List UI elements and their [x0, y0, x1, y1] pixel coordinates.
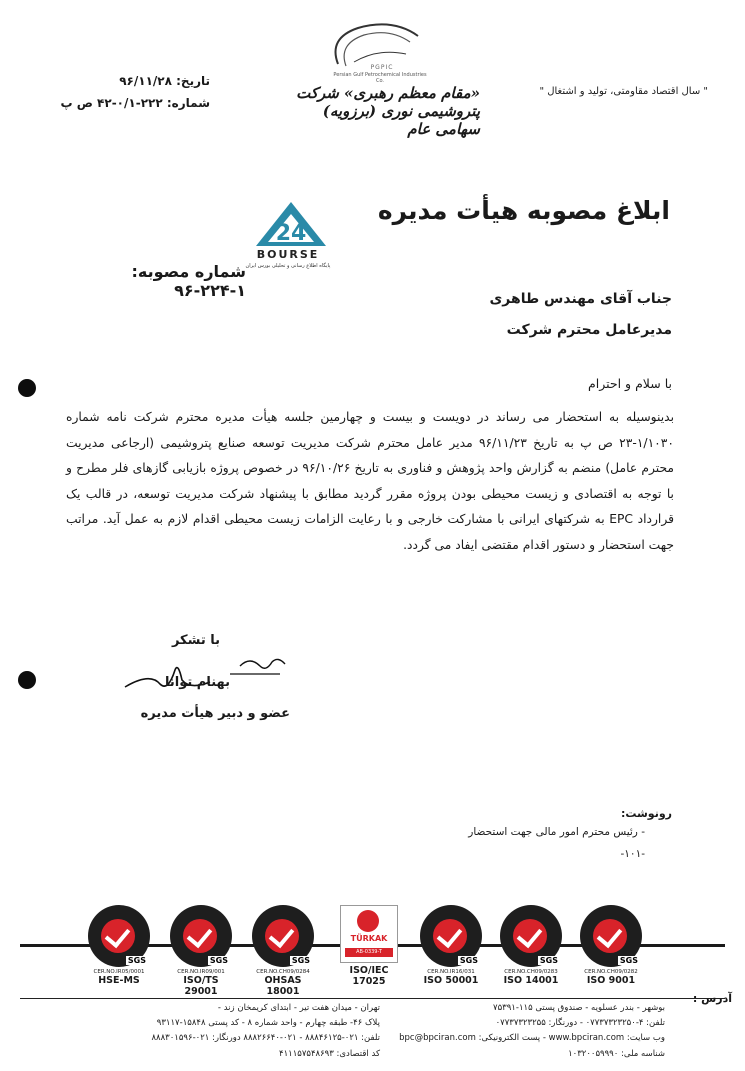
certificate-iso-14001: SGS CER.NO.CH09/0283 ISO 14001 — [498, 905, 564, 986]
recipient-name: جناب آقای مهندس طاهری — [489, 291, 672, 307]
letter-number: شماره: ۲۲۲-۰/۱-۴۲ ص پ — [60, 96, 210, 110]
bourse-watermark-subtitle: پایگاه اطلاع رسانی و تحلیلی بورس ایران — [245, 263, 331, 269]
certificate-seal-icon: SGS — [170, 905, 232, 967]
cc-heading: رونوشت: — [620, 807, 672, 820]
footer-economic-code: کد اقتصادی: ۴۱۱۱۵۷۵۴۸۶۹۳ — [279, 1049, 380, 1059]
certificate-seal-icon: SGS — [420, 905, 482, 967]
header-company-script: «مقام معظم رهبری» شرکت پتروشیمی نوری (برزویه) سهامی عام — [296, 84, 480, 138]
footer-tehran-plaque: پلاک ۴۶- طبقه چهارم - واحد شماره ۸ - کد پستی ۱۵۸۴۸-۹۳۱۱۷ — [156, 1018, 380, 1028]
footer-south-phone: تلفن: ۴-۰۷۷۳۷۳۲۳۲۵۰ - دورنگار: ۰۷۷۳۷۳۲۳۲۵۵ — [495, 1018, 665, 1028]
footer-south-address: بوشهر - بندر عسلویه - صندوق پستی ۱۱۵-۷۵۳۹۱ — [493, 1003, 665, 1013]
certificate-seal-icon: SGS — [88, 905, 150, 967]
footer-divider — [20, 998, 725, 999]
header-slogan: " سال اقتصاد مقاومتی، تولید و اشتغال " — [539, 86, 708, 97]
certificate-seal-icon: SGS — [500, 905, 562, 967]
certificate-iso-iec-17025: TÜRKAK AB-0339-T ISO/IEC 17025 — [336, 905, 402, 987]
cc-item: - رئیس محترم امور مالی جهت استحضار — [468, 826, 645, 838]
closing: با تشکر — [171, 633, 220, 648]
footer-web-email: وب سایت: www.bpciran.com - پست الکترونیکی: bpc@bpciran.com — [399, 1033, 665, 1043]
letter-date: تاریخ: ۹۶/۱۱/۲۸ — [119, 74, 210, 88]
turkak-seal-icon: TÜRKAK AB-0339-T — [340, 905, 398, 963]
certificate-hse-ms: SGS CER.NO.IR05/0001 HSE-MS — [86, 905, 152, 986]
footer-national-id: شناسه ملی: ۱۰۳۲۰۰۵۹۹۹۰ — [568, 1049, 665, 1059]
company-name-en: Persian Gulf Petrochemical Industries Co. — [333, 72, 427, 84]
certificate-iso-50001: SGS CER.NO.IR16/031 ISO 50001 — [418, 905, 484, 986]
punch-hole — [18, 671, 36, 689]
bourse-watermark-name: BOURSE — [256, 248, 320, 261]
company-abbr: PGPIC — [370, 64, 394, 71]
certificate-iso-ts-29001: SGS CER.NO.IR09/001 ISO/TS 29001 — [168, 905, 234, 997]
cc-item: -۱۰۱- — [620, 848, 645, 860]
certificate-seal-icon: SGS — [580, 905, 642, 967]
address-label: آدرس : — [692, 992, 732, 1005]
svg-text:24: 24 — [275, 221, 307, 246]
signer-name: بهنام توانا — [165, 675, 230, 690]
footer-tehran-phone: تلفن: ۰۲۱-۸۸۸۴۶۱۲۵ - ۰۲۱-۸۸۸۲۶۶۴۰ دورنگار: ۰۲۱-۸۸۸۳۰۱۵۹۶ — [151, 1033, 380, 1043]
signer-role: عضو و دبیر هیأت مدیره — [140, 706, 290, 721]
certificate-seal-icon: SGS — [252, 905, 314, 967]
body-paragraph: بدینوسیله به استحضار می رساند در دویست و بیست و چهارمین جلسه هیأت مدیره محترم شرکت نامه شماره ۱/۱۰۳۰-۲۳ ص پ به تاریخ ۹۶/۱۱/۲۳ مدیر عامل محترم شرکت مدیریت توسعه صنایع پتروشیمی (ارجاعی مدیریت محترم عامل) منضم به گزارش واحد پژوهش و فناوری به تاریخ ۹۶/۱۰/۲۶ در خصوص پروژه بازیابی گازهای فلر مطرح و با توجه به اقتصادی و زیست محیطی بودن پروژه مقرر گردید مطابق با پیشنهاد شرکت مدیریت توسعه، در قالب یک قرارداد EPC به شرکتهای ایرانی با مشارکت خارجی و با رعایت الزامات زیست محیطی اقدام لازم به عمل آید. مراتب جهت استحضار و دستور اقدام مقتضی ایفاد می گردد. — [66, 410, 675, 552]
recipient-title: مدیرعامل محترم شرکت — [506, 322, 672, 338]
greeting: با سلام و احترام — [588, 376, 672, 391]
resolution-number: شماره مصوبه: ۱-۲۲۴-۹۶ — [131, 262, 246, 300]
document-title: ابلاغ مصوبه هیأت مدیره — [377, 196, 670, 225]
punch-hole — [18, 379, 36, 397]
certificate-ohsas-18001: SGS CER.NO.CH09/0284 OHSAS 18001 — [250, 905, 316, 997]
footer-tehran-address: تهران - میدان هفت تیر - ابتدای کریمخان زند - — [217, 1003, 380, 1013]
certificate-iso-9001: SGS CER.NO.CH09/0282 ISO 9001 — [578, 905, 644, 986]
